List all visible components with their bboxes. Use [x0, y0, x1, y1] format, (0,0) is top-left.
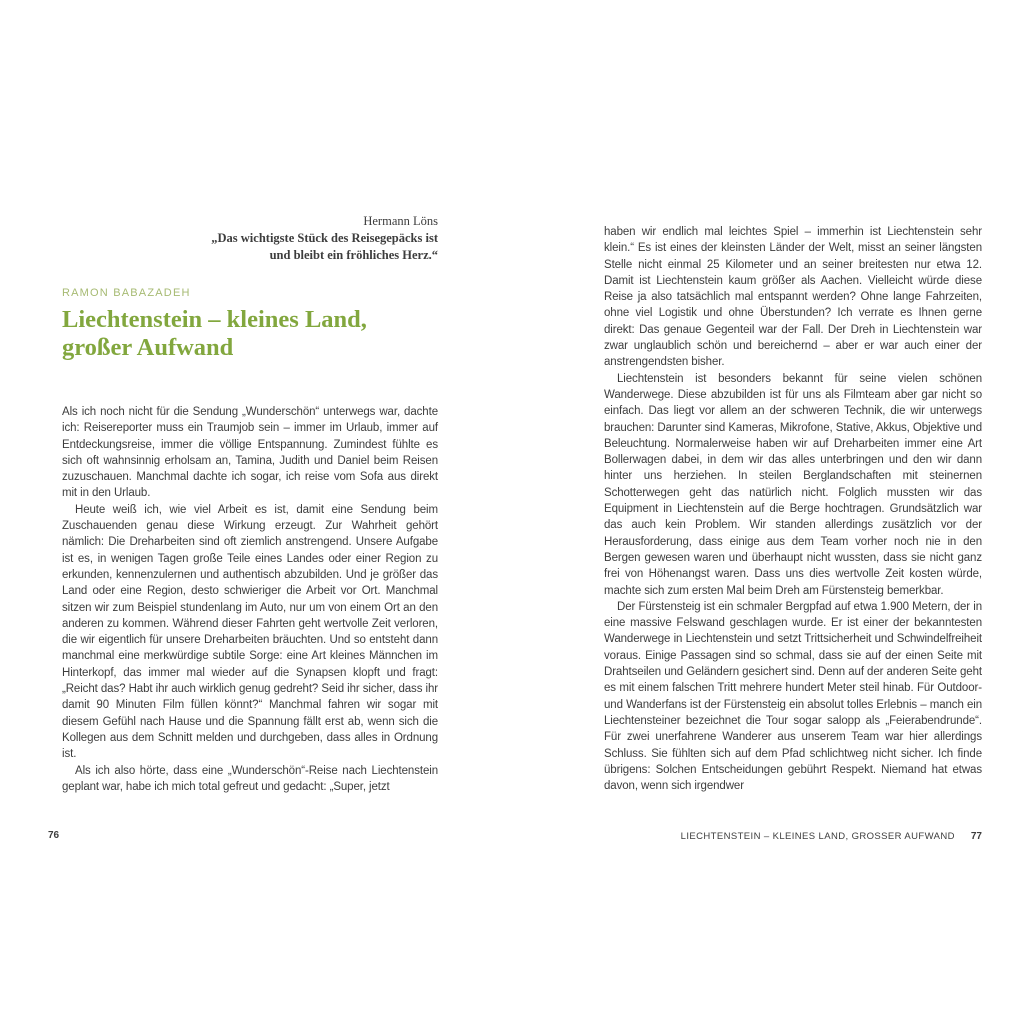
- paragraph: Liechtenstein ist besonders bekannt für seine vielen schönen Wanderwege. Diese abzubilden ist für uns als Filmteam aber gar nicht so einfach. Das liegt vor allem an der schweren Technik, die wir unterwegs brauchen: Darunter sind Kameras, Mikrofone, Stative, Akkus, Objektive und Beleuchtung. Normalerweise haben wir auf Dreharbeiten immer eine Art Bollerwagen dabei, in dem wir das alles unterbringen und den wir dann hinter uns herziehen. In steilen Berglandschaften mit steinernen Schotterwegen geht das natürlich nicht. Folglich mussten wir das Equipment in Liechtenstein auf die Berge hochtragen. Grundsätzlich war das auch kein Problem. Wir standen allerdings zusätzlich vor der Herausforderung, dass einige aus dem Team vorher noch nie in den Bergen gewesen waren und überhaupt nicht wussten, dass sie nicht ganz frei von Höhenangst waren. Dass uns dies wertvolle Zeit kosten würde, machte sich zum ersten Mal beim Dreh am Fürstensteig bemerkbar.: [604, 372, 982, 597]
- paragraph: Heute weiß ich, wie viel Arbeit es ist, damit eine Sendung beim Zuschauenden genau diese Wirkung erzeugt. Zur Wahrheit gehört nämlich: Die Dreharbeiten sind oft ziemlich anstrengend. Unsere Aufgabe ist es, in wenigen Tagen große Teile eines Landes oder einer Region zu erkunden, kennenzulernen und authentisch abzubilden. Und je größer das Land oder eine Region, desto schwieriger die Arbeit vor Ort. Manchmal sitzen wir zum Beispiel stundenlang im Auto, nur um von einem Ort an den anderen zu kommen. Während dieser Fahrten geht wertvolle Zeit verloren, die wir eigentlich für unsere Dreharbeiten bräuchten. Und so entsteht dann manchmal eine merkwürdige subtile Sorge: eine Art kleines Männchen im Hinterkopf, das immer mal wieder auf die Synapsen klopft und fragt: „Reicht das? Habt ihr auch wirklich genug gedreht? Seid ihr sicher, dass ihr damit 90 Minuten Film füllen könnt?“ Manchmal fahren wir sogar mit diesem Gefühl nach Hause und die Spannung fällt erst ab, wenn sich die Kollegen aus dem Schnitt melden und durchgeben, dass alles in Ordnung ist.: [62, 503, 438, 761]
- epigraph: [62, 213, 438, 264]
- page-number-left: 76: [48, 830, 60, 841]
- body-text-right: [604, 224, 982, 794]
- running-footer: [681, 831, 982, 842]
- body-text-left: [62, 404, 438, 795]
- chapter-author: RAMON BABAZADEH: [62, 287, 191, 299]
- page-number-right: 77: [970, 831, 982, 842]
- text-line: Liechtenstein – kleines Land,: [62, 306, 367, 333]
- chapter-title: [62, 306, 367, 362]
- paragraph: Der Fürstensteig ist ein schmaler Bergpfad auf etwa 1.900 Metern, der in eine massive Felswand geschlagen wurde. Er ist einer der bekanntesten Wanderwege in Liechtenstein und setzt Trittsicherheit und Schwindelfreiheit voraus. Einige Passagen sind so schmal, dass sie auf der einen Seite mit Drahtseilen und Geländern gesichert sind. Denn auf der anderen Seite geht es mit einem falschen Tritt mehrere hundert Meter steil hinab. Für Outdoor- und Wanderfans ist der Fürstensteig ein absolut tolles Erlebnis – manch ein Liechtensteiner bezeichnet die Tour sogar salopp als „Feierabendrunde“. Für zwei unerfahrene Wanderer aus unserem Team war hier allerdings Schluss. Sie fühlten sich auf dem Pfad schlichtweg nicht sicher. Ich finde übrigens: Solchen Entscheidungen gebührt Respekt. Niemand hat etwas davon, wenn sich irgendwer: [604, 600, 982, 793]
- text-line: und bleibt ein fröhliches Herz.“: [269, 248, 438, 262]
- running-title: LIECHTENSTEIN – KLEINES LAND, GROSSER AUFWAND: [680, 831, 955, 842]
- epigraph-attribution: Hermann Löns: [363, 214, 438, 228]
- paragraph: haben wir endlich mal leichtes Spiel – immerhin ist Liechtenstein sehr klein.“ Es ist eines der kleinsten Länder der Welt, misst an seiner längsten Stelle nicht einmal 25 Kilometer und an seiner breitesten nur etwa 12. Damit ist Liechtenstein kaum größer als Aachen. Vielleicht würde diese Reise ja also tatsächlich mal entspannt werden? Ohne lange Fahrzeiten, ohne viel Logistik und ohne Überstunden? Ich verrate es Ihnen gerne direkt: Das genaue Gegenteil war der Fall. Der Dreh in Liechtenstein war zwar unglaublich schön und bereichernd – aber er war auch einer der anstrengendsten bisher.: [604, 226, 982, 369]
- page-right: [604, 0, 982, 1024]
- page-left: [48, 0, 438, 1024]
- epigraph-quote: [62, 230, 438, 264]
- paragraph: Als ich also hörte, dass eine „Wunderschön“-Reise nach Liechtenstein geplant war, habe ich mich total gefreut und gedacht: „Super, jetzt: [62, 764, 438, 793]
- paragraph: Als ich noch nicht für die Sendung „Wunderschön“ unterwegs war, dachte ich: Reisereporter muss ein Traumjob sein – immer im Urlaub, immer auf Entdeckungsreise, immer die völlige Entspannung. Zumindest fühlte es sich oft wahnsinnig erholsam an, Tamina, Judith und Daniel beim Reisen zuzuschauen. Manchmal dachte ich sogar, ich reise vom Sofa aus direkt mit in den Urlaub.: [62, 406, 438, 500]
- text-line: „Das wichtigste Stück des Reisegepäcks ist: [211, 231, 438, 245]
- text-line: großer Aufwand: [62, 334, 234, 361]
